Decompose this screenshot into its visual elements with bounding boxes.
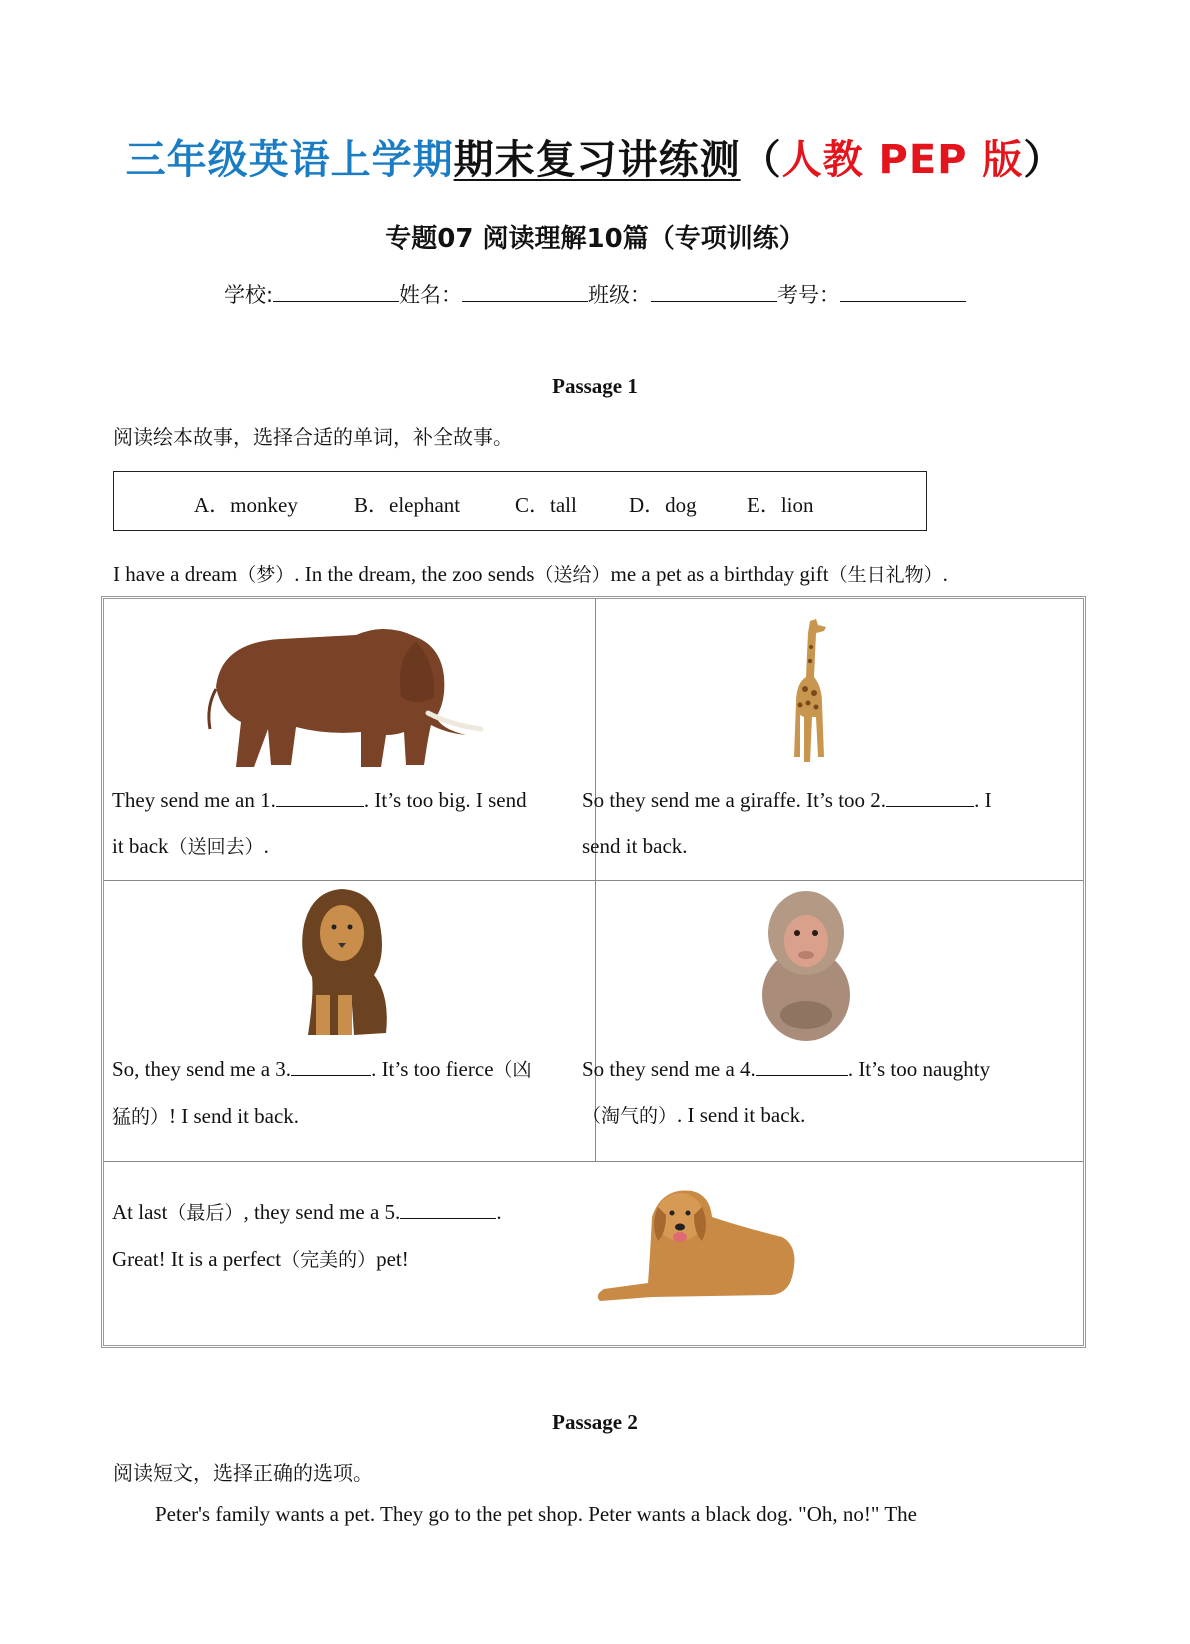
giraffe-text	[582, 777, 1034, 869]
blank-4[interactable]	[756, 1057, 848, 1076]
passage2-heading: Passage 2	[552, 1410, 638, 1434]
row-divider-1	[104, 880, 1083, 881]
lion-text-2: . It’s too fierce	[371, 1057, 494, 1081]
dog-text	[112, 1189, 582, 1283]
school-blank[interactable]	[273, 283, 399, 302]
monkey-text-1: So they send me a 4.	[582, 1057, 756, 1081]
title-paren-close: ）	[1023, 137, 1065, 183]
dog-text-3: .	[496, 1200, 502, 1224]
class-blank[interactable]	[651, 283, 777, 302]
lion-text-3: ! I send it back.	[169, 1104, 300, 1128]
row-divider-2	[104, 1161, 1083, 1162]
option-c: C．tall	[515, 493, 577, 517]
title-black-part: 期末复习讲练测	[453, 137, 741, 183]
dog-text-5: pet!	[376, 1247, 409, 1271]
option-b: B．elephant	[354, 493, 461, 517]
monkey-text-2: . It’s too naughty	[847, 1057, 991, 1081]
number-label: 考号：	[777, 283, 841, 307]
elephant-image	[196, 617, 486, 777]
passage1-instruction: 阅读绘本故事，选择合适的单词，补全故事。	[113, 425, 513, 449]
monkey-text-3: . I send it back.	[677, 1103, 806, 1127]
intro-text-4: .	[942, 562, 948, 586]
passage2-instruction: 阅读短文，选择正确的选项。	[113, 1461, 373, 1485]
blank-1[interactable]	[276, 788, 364, 807]
giraffe-text-1: So they send me a giraffe. It’s too 2.	[582, 788, 887, 812]
elephant-text-1: They send me an 1.	[112, 788, 276, 812]
class-label: 班级：	[588, 283, 652, 307]
intro-text-3: me a pet as a birthday gift	[610, 562, 829, 586]
option-a: A．monkey	[194, 493, 298, 517]
lion-cn-1: （凶	[493, 1059, 532, 1081]
lion-image	[294, 885, 394, 1041]
intro-cn-2: （送给）	[534, 564, 611, 586]
options-box	[113, 471, 927, 531]
giraffe-text-2: . I	[974, 788, 992, 812]
option-e: E．lion	[747, 493, 814, 517]
lion-text	[112, 1046, 582, 1140]
blank-5[interactable]	[400, 1200, 496, 1219]
intro-cn-3: （生日礼物）	[828, 564, 943, 586]
title-paren-open: （	[740, 137, 782, 183]
lion-cn-2: 猛的）	[112, 1106, 170, 1128]
elephant-text-4: .	[263, 834, 269, 858]
dog-image	[592, 1177, 804, 1307]
school-label: 学校:	[223, 283, 274, 307]
passage1-heading: Passage 1	[552, 374, 638, 398]
name-blank[interactable]	[462, 283, 588, 302]
student-info-line	[0, 279, 1190, 309]
title-red-part: 人教 PEP 版	[781, 137, 1024, 183]
elephant-text	[112, 777, 582, 870]
dog-cn-1: （最后）	[167, 1202, 244, 1224]
intro-text-2: . In the dream, the zoo sends	[294, 562, 535, 586]
monkey-cn: （淘气的）	[582, 1105, 678, 1127]
document-subtitle: 专题07 阅读理解10篇（专项训练）	[385, 224, 805, 254]
passage2-text: Peter's family wants a pet. They go to the pet shop. Peter wants a black dog. "Oh, no!" The	[155, 1502, 917, 1526]
number-blank[interactable]	[840, 283, 966, 302]
story-intro	[113, 560, 948, 587]
story-table	[101, 596, 1086, 1348]
elephant-text-2: . It’s too big. I send	[363, 788, 527, 812]
elephant-cn: （送回去）	[168, 836, 264, 858]
title-blue-part: 三年级英语上学期	[125, 137, 454, 183]
dog-text-1: At last	[112, 1200, 168, 1224]
option-d: D．dog	[629, 493, 697, 517]
lion-text-1: So, they send me a 3.	[112, 1057, 292, 1081]
giraffe-image	[780, 617, 840, 769]
blank-3[interactable]	[291, 1057, 371, 1076]
blank-2[interactable]	[886, 788, 974, 807]
dog-text-4: Great! It is a perfect	[112, 1247, 282, 1271]
elephant-text-3: it back	[112, 834, 169, 858]
monkey-text	[582, 1046, 1034, 1139]
monkey-image	[754, 885, 858, 1043]
intro-text-1: I have a dream	[113, 562, 238, 586]
name-label: 姓名：	[399, 283, 463, 307]
dog-text-2: , they send me a 5.	[243, 1200, 401, 1224]
intro-cn-1: （梦）	[237, 564, 295, 586]
giraffe-text-3: send it back.	[582, 834, 688, 858]
document-title	[0, 128, 1190, 185]
dog-cn-2: （完美的）	[281, 1249, 377, 1271]
